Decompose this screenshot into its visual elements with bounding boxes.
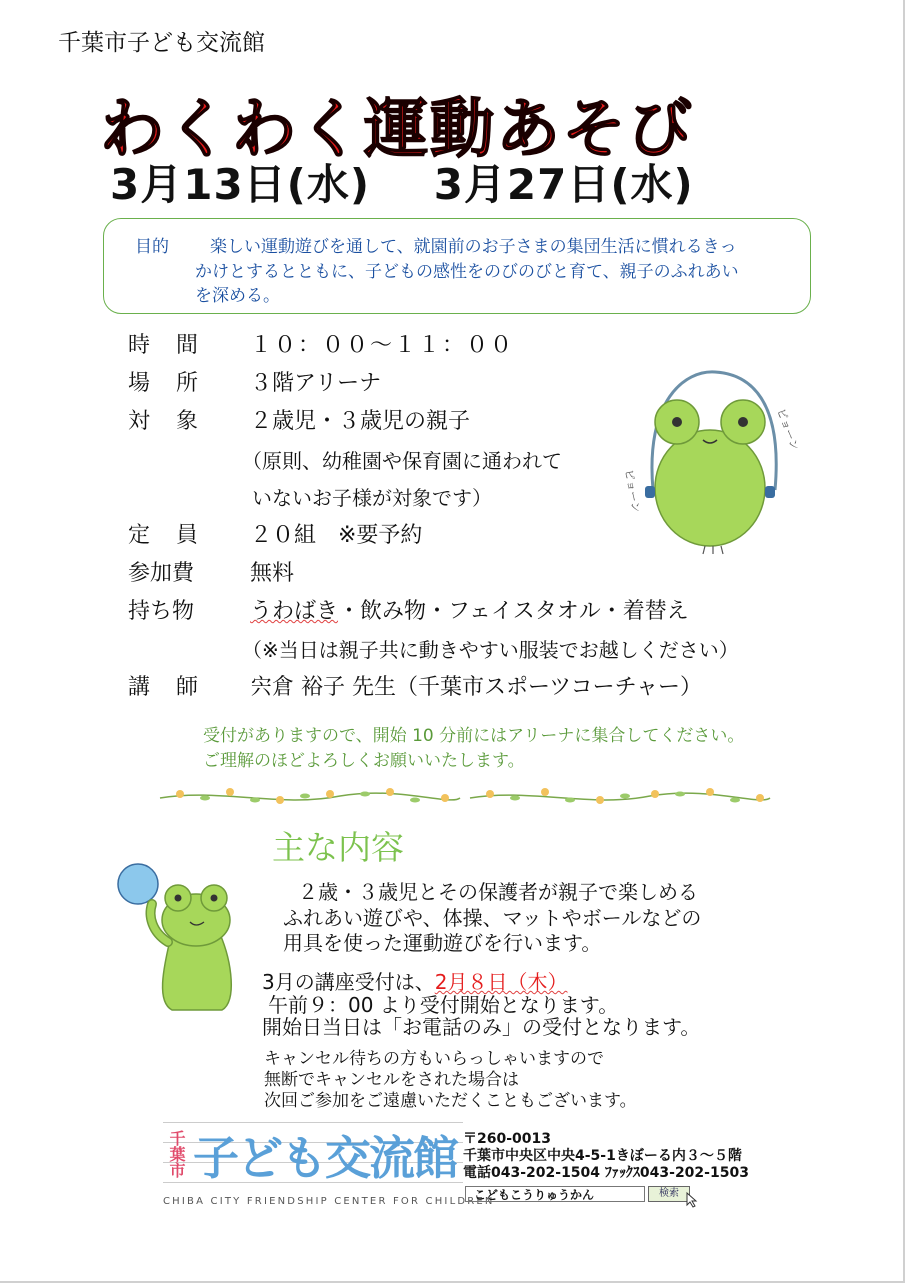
target-note-1: （原則、幼稚園や保育園に通われて xyxy=(242,449,562,473)
purpose-label: 目的 xyxy=(135,237,169,257)
time-value: １０：００～１１：００ xyxy=(250,333,515,358)
event-date-2: 3月27日(水) xyxy=(433,160,694,209)
items-value-prefix: うわばき xyxy=(250,599,339,624)
search-button[interactable]: 検索 xyxy=(648,1186,690,1202)
items-value-rest: ・飲み物・フェイスタオル・着替え xyxy=(338,599,689,624)
frog-sfx-2: ピョーン xyxy=(622,468,643,514)
ball-frog-illustration xyxy=(112,862,262,1022)
org-name: 千葉市子ども交流館 xyxy=(58,30,265,56)
event-title: わくわく運動あそび xyxy=(100,93,694,167)
target-note-2: いないお子様が対象です） xyxy=(252,486,492,510)
cancel-note-3: 次回ご参加をご遠慮いただくこともございます。 xyxy=(264,1091,637,1111)
target-label: 対 象 xyxy=(128,409,201,434)
registration-line-2: 午前９：00 より受付開始となります。 xyxy=(268,993,619,1017)
instructor-value: 宍倉 裕子 先生（千葉市スポーツコーチャー） xyxy=(250,675,703,700)
footer-phone-fax: 電話043-202-1504 ﾌｧｯｸｽ043-202-1503 xyxy=(463,1165,749,1181)
instructor-label: 講 師 xyxy=(128,675,201,700)
capacity-value: ２０組 ※要予約 xyxy=(250,523,423,548)
items-label: 持ち物 xyxy=(128,599,195,624)
footer-logo xyxy=(163,1112,463,1207)
reception-note-1: 受付がありますので、開始 10 分前にはアリーナに集合してください。 xyxy=(203,726,745,746)
target-value: ２歳児・３歳児の親子 xyxy=(250,409,471,434)
cancel-note-2: 無断でキャンセルをされた場合は xyxy=(264,1070,519,1090)
items-note: （※当日は親子共に動きやすい服装でお越しください） xyxy=(242,638,739,662)
flower-vine-divider xyxy=(160,782,770,810)
fee-value: 無料 xyxy=(250,561,295,586)
footer-address: 千葉市中央区中央4-5-1きぼーる内３～５階 xyxy=(463,1148,742,1164)
jumprope-frog-illustration xyxy=(615,360,815,570)
place-label: 場 所 xyxy=(128,371,201,396)
search-input[interactable]: こどもこうりゅうかん xyxy=(465,1186,645,1202)
fee-label: 参加費 xyxy=(128,561,195,586)
purpose-line-3: を深める。 xyxy=(195,286,280,306)
content-line-3: 用具を使った運動遊びを行います。 xyxy=(283,931,602,955)
event-date-1: 3月13日(水) xyxy=(110,160,371,209)
purpose-line-2: かけとするとともに、子どもの感性をのびのびと育て、親子のふれあい xyxy=(195,262,739,282)
place-value: ３階アリーナ xyxy=(250,371,382,396)
content-line-2: ふれあい遊びや、体操、マットやボールなどの xyxy=(283,906,702,930)
frog-sfx-1: ピョーン xyxy=(774,406,802,453)
capacity-label: 定 員 xyxy=(128,523,201,548)
content-title: 主な内容 xyxy=(272,828,404,867)
registration-line-3: 開始日当日は「お電話のみ」の受付となります。 xyxy=(262,1015,701,1039)
reception-note-2: ご理解のほどよろしくお願いいたします。 xyxy=(203,751,525,771)
cursor-icon xyxy=(686,1192,704,1208)
items-value xyxy=(250,594,689,625)
time-label: 時 間 xyxy=(128,333,201,358)
registration-date: 2月８日（木） xyxy=(434,970,568,994)
logo-small-text: 千葉市 xyxy=(167,1130,186,1178)
logo-subtitle: CHIBA CITY FRIENDSHIP CENTER FOR CHILDREN xyxy=(163,1196,495,1207)
registration-line-1-prefix: 3月の講座受付は、 xyxy=(262,970,435,994)
content-line-1: ２歳・３歳児とその保護者が親子で楽しめる xyxy=(298,880,698,904)
event-dates xyxy=(110,152,742,212)
footer-postal: 〒260-0013 xyxy=(463,1131,551,1147)
cancel-note-1: キャンセル待ちの方もいらっしゃいますので xyxy=(264,1049,604,1069)
logo-main-text: 子ども交流館 xyxy=(193,1131,457,1185)
purpose-line-1: 楽しい運動遊びを通して、就園前のお子さまの集団生活に慣れるきっ xyxy=(210,237,737,257)
